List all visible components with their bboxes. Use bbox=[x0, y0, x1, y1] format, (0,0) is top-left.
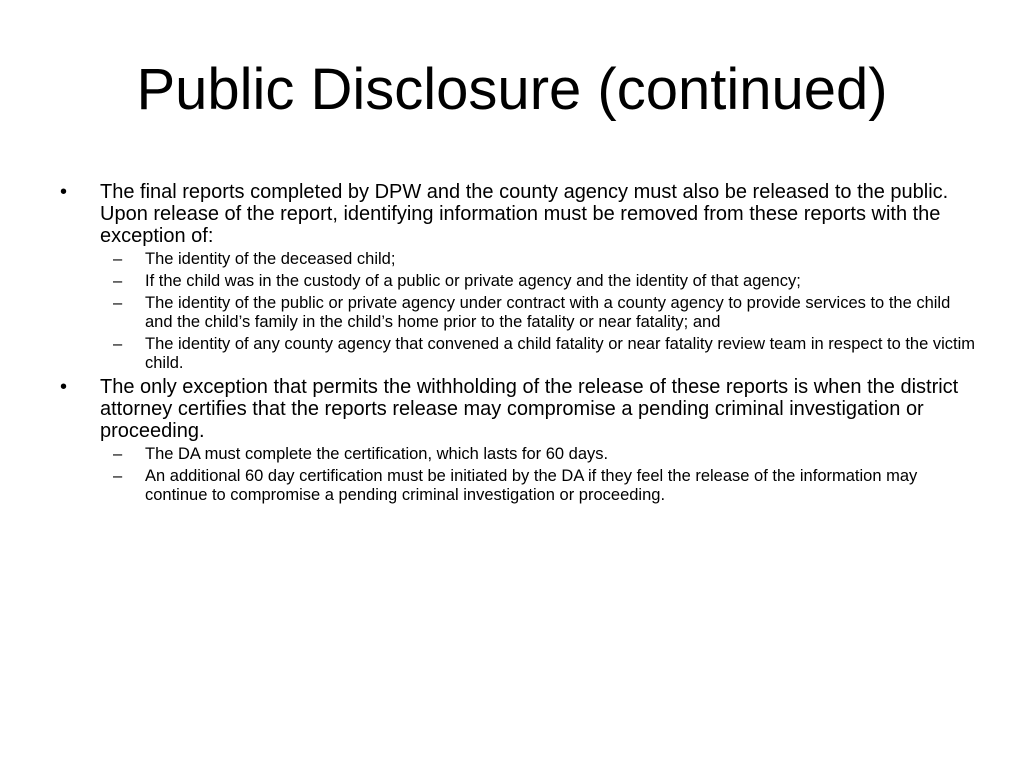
slide-body bbox=[56, 181, 976, 508]
bullet-text: The only exception that permits the withholding of the release of these reports is when the district attorney certifies that the reports release may compromise a pending criminal investigation or proceeding. bbox=[100, 376, 959, 442]
sub-bullet-text: The identity of any county agency that convened a child fatality or near fatality review team in respect to the victim child. bbox=[145, 335, 976, 372]
sub-bullet-list bbox=[100, 250, 976, 373]
slide-title: Public Disclosure (continued) bbox=[136, 57, 888, 122]
sub-bullet-item bbox=[100, 250, 975, 269]
dash-marker: – bbox=[113, 250, 123, 268]
dash-marker: – bbox=[113, 335, 123, 353]
dash-marker: – bbox=[113, 467, 123, 485]
bullet-marker: • bbox=[60, 376, 68, 398]
dash-marker: – bbox=[113, 272, 123, 290]
bullet-item bbox=[56, 376, 976, 505]
sub-bullet-item bbox=[100, 272, 975, 291]
bullet-list bbox=[56, 181, 976, 505]
sub-bullet-text: The DA must complete the certification, which lasts for 60 days. bbox=[145, 445, 609, 463]
sub-bullet-text: An additional 60 day certification must be initiated by the DA if they feel the release of the information may continue to compromise a pending criminal investigation or proceeding. bbox=[145, 467, 918, 504]
sub-bullet-text: The identity of the deceased child; bbox=[145, 250, 396, 268]
sub-bullet-item bbox=[100, 445, 975, 464]
sub-bullet-item bbox=[100, 294, 975, 332]
sub-bullet-text: If the child was in the custody of a public or private agency and the identity of that agency; bbox=[145, 272, 801, 290]
sub-bullet-item bbox=[100, 335, 975, 373]
bullet-marker: • bbox=[60, 181, 68, 203]
sub-bullet-list bbox=[100, 445, 976, 505]
sub-bullet-text: The identity of the public or private agency under contract with a county agency to provide services to the child and the child’s family in the child’s home prior to the fatality or near fatality; and bbox=[145, 294, 951, 331]
dash-marker: – bbox=[113, 445, 123, 463]
dash-marker: – bbox=[113, 294, 123, 312]
bullet-text: The final reports completed by DPW and the county agency must also be released to the public. Upon release of the report, identifying information must be removed from these reports with the exception of: bbox=[100, 181, 949, 247]
sub-bullet-item bbox=[100, 467, 975, 505]
bullet-item bbox=[56, 181, 976, 373]
